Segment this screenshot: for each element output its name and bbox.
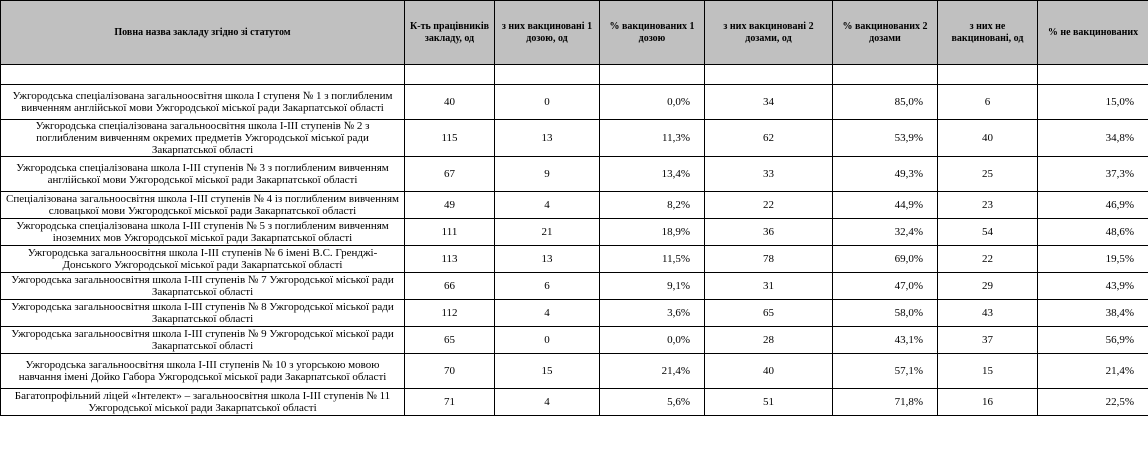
unvacc-count: 23 — [938, 192, 1038, 219]
dose2-pct: 44,9% — [833, 192, 938, 219]
table-row — [1, 246, 1148, 273]
table-row — [1, 354, 1148, 389]
dose1-pct: 21,4% — [600, 354, 705, 389]
dose1-count: 4 — [495, 192, 600, 219]
unvacc-pct: 15,0% — [1038, 85, 1148, 120]
unvacc-pct: 46,9% — [1038, 192, 1148, 219]
table-row — [1, 219, 1148, 246]
dose1-count: 13 — [495, 246, 600, 273]
table-row — [1, 192, 1148, 219]
header-unvacc: з них не вакциновані, од — [938, 1, 1038, 65]
unvacc-pct: 21,4% — [1038, 354, 1148, 389]
dose2-count: 22 — [705, 192, 833, 219]
dose2-count: 31 — [705, 273, 833, 300]
dose1-pct: 3,6% — [600, 300, 705, 327]
table-row — [1, 85, 1148, 120]
staff-count: 67 — [405, 157, 495, 192]
dose2-pct: 85,0% — [833, 85, 938, 120]
dose1-count: 4 — [495, 389, 600, 416]
dose1-pct: 11,3% — [600, 120, 705, 157]
unvacc-count: 6 — [938, 85, 1038, 120]
school-name: Ужгородська загальноосвітня школа І-ІІІ ступенів № 6 імені В.С. Гренджі-Донського Ужгородської міської ради Закарпатської області — [1, 246, 405, 273]
unvacc-count: 22 — [938, 246, 1038, 273]
dose1-count: 15 — [495, 354, 600, 389]
dose1-pct: 8,2% — [600, 192, 705, 219]
school-name: Ужгородська спеціалізована загальноосвітня школа І-ІІІ ступенів № 2 з поглибленим вивченням окремих предметів Ужгородської міської ради Закарпатської області — [1, 120, 405, 157]
dose1-pct: 11,5% — [600, 246, 705, 273]
staff-count: 115 — [405, 120, 495, 157]
unvacc-count: 29 — [938, 273, 1038, 300]
dose2-pct: 69,0% — [833, 246, 938, 273]
dose1-count: 21 — [495, 219, 600, 246]
dose1-pct: 18,9% — [600, 219, 705, 246]
table-row — [1, 273, 1148, 300]
unvacc-pct: 48,6% — [1038, 219, 1148, 246]
unvacc-count: 40 — [938, 120, 1038, 157]
dose1-count: 0 — [495, 327, 600, 354]
dose2-pct: 71,8% — [833, 389, 938, 416]
table-row — [1, 389, 1148, 416]
school-name: Ужгородська загальноосвітня школа І-ІІІ ступенів № 10 з угорською мовою навчання імені Дойко Габора Ужгородської міської ради Закарпатської області — [1, 354, 405, 389]
dose1-pct: 5,6% — [600, 389, 705, 416]
dose1-pct: 9,1% — [600, 273, 705, 300]
dose2-pct: 57,1% — [833, 354, 938, 389]
dose2-count: 28 — [705, 327, 833, 354]
dose2-pct: 58,0% — [833, 300, 938, 327]
dose1-count: 9 — [495, 157, 600, 192]
school-name: Ужгородська загальноосвітня школа І-ІІІ ступенів № 7 Ужгородської міської ради Закарпатської області — [1, 273, 405, 300]
staff-count: 66 — [405, 273, 495, 300]
table-body — [1, 65, 1148, 416]
dose2-pct: 47,0% — [833, 273, 938, 300]
table-row — [1, 157, 1148, 192]
unvacc-count: 25 — [938, 157, 1038, 192]
dose1-count: 0 — [495, 85, 600, 120]
header-dose1-pct: % вакцинованих 1 дозою — [600, 1, 705, 65]
staff-count: 49 — [405, 192, 495, 219]
dose1-count: 6 — [495, 273, 600, 300]
dose2-pct: 32,4% — [833, 219, 938, 246]
dose1-count: 4 — [495, 300, 600, 327]
unvacc-count: 43 — [938, 300, 1038, 327]
header-staff: К-ть працівників закладу, од — [405, 1, 495, 65]
table-row — [1, 300, 1148, 327]
unvacc-pct: 37,3% — [1038, 157, 1148, 192]
header-row — [1, 1, 1148, 65]
dose2-count: 33 — [705, 157, 833, 192]
dose1-count: 13 — [495, 120, 600, 157]
table-row — [1, 327, 1148, 354]
dose2-count: 62 — [705, 120, 833, 157]
dose1-pct: 0,0% — [600, 85, 705, 120]
unvacc-pct: 38,4% — [1038, 300, 1148, 327]
dose2-count: 34 — [705, 85, 833, 120]
unvacc-pct: 22,5% — [1038, 389, 1148, 416]
school-name: Ужгородська спеціалізована загальноосвітня школа І ступеня № 1 з поглибленим вивченням англійської мови Ужгородської міської ради Закарпатської області — [1, 85, 405, 120]
dose1-pct: 0,0% — [600, 327, 705, 354]
dose2-count: 40 — [705, 354, 833, 389]
dose2-pct: 49,3% — [833, 157, 938, 192]
dose2-count: 65 — [705, 300, 833, 327]
unvacc-count: 15 — [938, 354, 1038, 389]
unvacc-count: 54 — [938, 219, 1038, 246]
school-name: Ужгородська загальноосвітня школа І-ІІІ ступенів № 8 Ужгородської міської ради Закарпатської області — [1, 300, 405, 327]
dose2-count: 51 — [705, 389, 833, 416]
dose2-count: 36 — [705, 219, 833, 246]
staff-count: 113 — [405, 246, 495, 273]
dose2-pct: 53,9% — [833, 120, 938, 157]
header-dose2: з них вакциновані 2 дозами, од — [705, 1, 833, 65]
school-name: Ужгородська спеціалізована школа І-ІІІ ступенів № 5 з поглибленим вивченням іноземних мов Ужгородської міської ради Закарпатської області — [1, 219, 405, 246]
unvacc-pct: 56,9% — [1038, 327, 1148, 354]
header-name: Повна назва закладу згідно зі статутом — [1, 1, 405, 65]
staff-count: 112 — [405, 300, 495, 327]
header-unvacc-pct: % не вакцинованих — [1038, 1, 1148, 65]
school-name: Багатопрофільний ліцей «Інтелект» – загальноосвітня школа І-ІІІ ступенів № 11 Ужгородської міської ради Закарпатської області — [1, 389, 405, 416]
unvacc-pct: 34,8% — [1038, 120, 1148, 157]
staff-count: 70 — [405, 354, 495, 389]
staff-count: 111 — [405, 219, 495, 246]
school-name: Ужгородська загальноосвітня школа І-ІІІ ступенів № 9 Ужгородської міської ради Закарпатської області — [1, 327, 405, 354]
staff-count: 71 — [405, 389, 495, 416]
unvacc-count: 16 — [938, 389, 1038, 416]
school-name: Ужгородська спеціалізована школа І-ІІІ ступенів № 3 з поглибленим вивченням англійської мови Ужгородської міської ради Закарпатської області — [1, 157, 405, 192]
school-name: Спеціалізована загальноосвітня школа І-ІІІ ступенів № 4 із поглибленим вивченням словацької мови Ужгородської міської ради Закарпатської області — [1, 192, 405, 219]
staff-count: 65 — [405, 327, 495, 354]
spacer-row — [1, 65, 1148, 85]
dose2-count: 78 — [705, 246, 833, 273]
unvacc-count: 37 — [938, 327, 1038, 354]
table-row — [1, 120, 1148, 157]
header-dose1: з них вакциновані 1 дозою, од — [495, 1, 600, 65]
header-dose2-pct: % вакцинованих 2 дозами — [833, 1, 938, 65]
dose1-pct: 13,4% — [600, 157, 705, 192]
unvacc-pct: 19,5% — [1038, 246, 1148, 273]
unvacc-pct: 43,9% — [1038, 273, 1148, 300]
staff-count: 40 — [405, 85, 495, 120]
dose2-pct: 43,1% — [833, 327, 938, 354]
